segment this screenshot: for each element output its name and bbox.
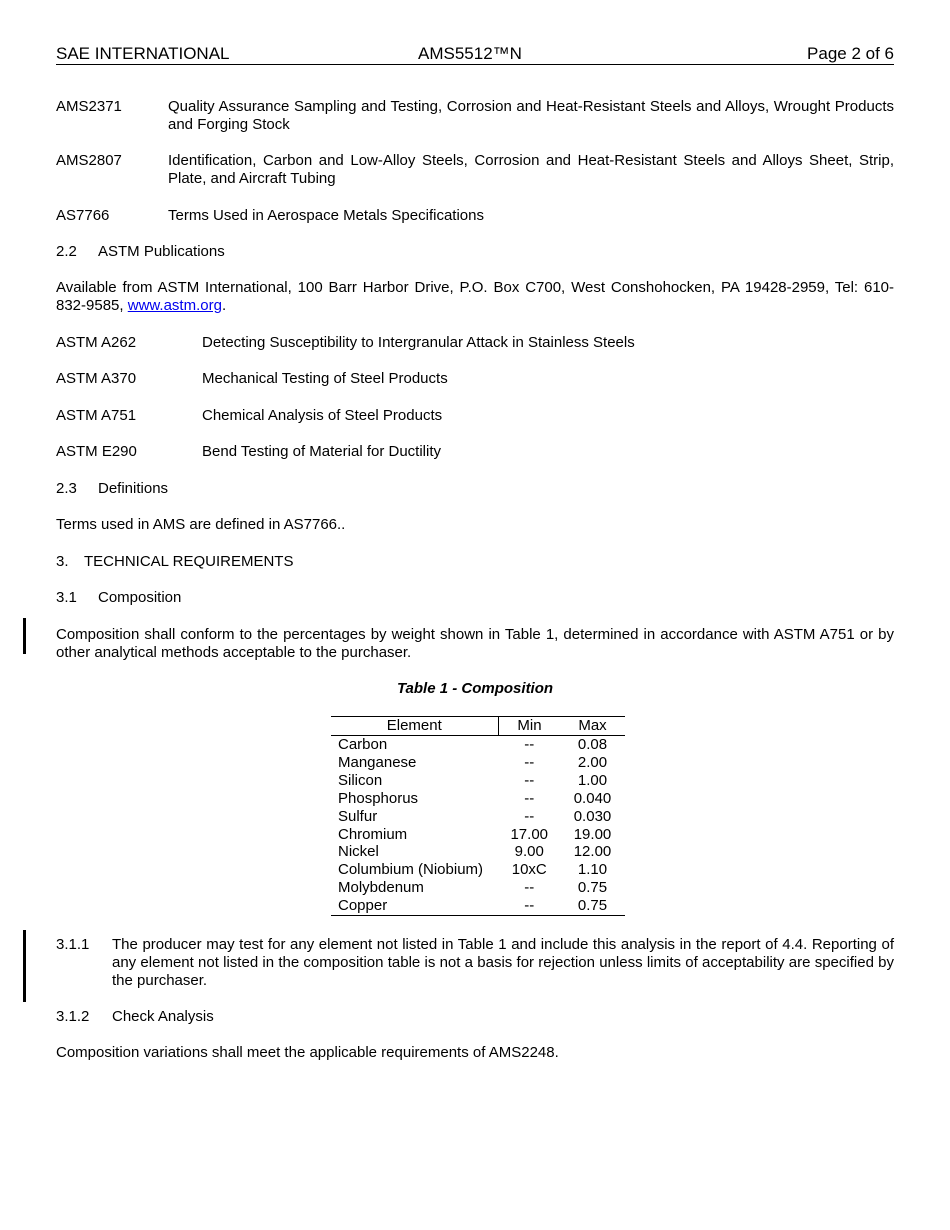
section-number: 2.2 [56, 243, 77, 260]
reference-astm-e290 [56, 443, 894, 461]
availability-text: Available from ASTM International, 100 Barr Harbor Drive, P.O. Box C700, West Conshohocken, PA 19428-2959, Tel: 610-832-9585, [56, 279, 894, 314]
element-cell: Columbium (Niobium) [338, 861, 484, 879]
max-cell: 0.030 [573, 807, 612, 825]
link-suffix: . [221, 297, 227, 314]
section-number: 3. [56, 553, 69, 570]
max-cell: 0.08 [577, 736, 608, 753]
reference-title: Quality Assurance Sampling and Testing, Corrosion and Heat-Resistant Steels and Alloys, Wrought Products and Forging Stock [168, 98, 894, 133]
section-text: The producer may test for any element not listed in Table 1 and include this analysis in the report of 4.4. Reporting of any element not listed in the composition table is not a basis for rejection unless limits of acceptability are specified by the purchaser. [112, 936, 894, 989]
element-cell: Molybdenum [338, 879, 424, 897]
section-3-heading [56, 553, 894, 571]
section-number: 3.1.2 [56, 1008, 90, 1025]
composition-table [331, 716, 625, 916]
max-cell: 2.00 [577, 753, 608, 771]
section-heading: TECHNICAL REQUIREMENTS [84, 553, 294, 570]
section-2-3-heading [56, 480, 894, 498]
reference-title: Detecting Susceptibility to Intergranular Attack in Stainless Steels [202, 334, 635, 351]
max-cell: 12.00 [573, 843, 612, 861]
max-cell: 0.040 [573, 789, 612, 807]
section-3-1-heading [56, 589, 894, 607]
definitions-paragraph: Terms used in AMS are defined in AS7766.. [56, 516, 346, 533]
astm-availability-paragraph [56, 279, 894, 315]
element-cell: Chromium [338, 825, 408, 843]
change-bar [23, 618, 26, 654]
reference-code: AS7766 [56, 207, 110, 224]
element-cell: Manganese [338, 753, 417, 771]
section-3-1-1 [56, 936, 894, 990]
reference-astm-a262 [56, 334, 894, 352]
header-page-number: Page 2 of 6 [807, 44, 894, 63]
check-analysis-paragraph: Composition variations shall meet the applicable requirements of AMS2248. [56, 1044, 559, 1061]
max-cell: 1.10 [577, 861, 608, 879]
reference-title: Chemical Analysis of Steel Products [202, 407, 443, 424]
column-header-max: Max [561, 717, 625, 736]
table-row [331, 879, 625, 897]
table-row [331, 790, 625, 808]
section-number: 3.1 [56, 589, 77, 606]
min-cell: 17.00 [510, 825, 549, 843]
max-cell: 1.00 [577, 771, 608, 789]
composition-paragraph: Composition shall conform to the percentages by weight shown in Table 1, determined in accordance with ASTM A751 or by other analytical methods acceptable to the purchaser. [56, 626, 894, 661]
header-doc-id: AMS5512™N [418, 44, 522, 63]
max-cell: 19.00 [573, 825, 612, 843]
reference-title: Terms Used in Aerospace Metals Specifications [168, 207, 484, 224]
section-heading: ASTM Publications [98, 243, 225, 260]
table-row [331, 754, 625, 772]
section-2-2-heading [56, 243, 894, 261]
min-cell: -- [524, 736, 535, 753]
element-cell: Phosphorus [338, 789, 419, 807]
min-cell: -- [524, 753, 535, 771]
reference-code: AMS2807 [56, 152, 122, 169]
section-heading: Check Analysis [112, 1008, 214, 1025]
reference-code: ASTM A751 [56, 407, 137, 424]
max-cell: 0.75 [577, 879, 608, 897]
min-cell: -- [524, 789, 535, 807]
reference-astm-a751 [56, 407, 894, 425]
element-cell: Carbon [338, 736, 388, 753]
change-bar [23, 930, 26, 1002]
reference-code: ASTM E290 [56, 443, 137, 460]
section-3-1-2-heading [56, 1008, 894, 1026]
astm-website-link[interactable]: www.astm.org [127, 297, 222, 314]
section-number: 2.3 [56, 480, 77, 497]
reference-title: Bend Testing of Material for Ductility [202, 443, 441, 460]
column-header-min: Min [498, 717, 561, 736]
reference-astm-a370 [56, 370, 894, 388]
page-header [56, 44, 894, 65]
section-heading: Definitions [98, 480, 169, 497]
table-row [331, 861, 625, 879]
max-cell: 0.75 [561, 897, 625, 915]
table-row [331, 808, 625, 826]
reference-title: Identification, Carbon and Low-Alloy Steels, Corrosion and Heat-Resistant Steels and Alloys Sheet, Strip, Plate, and Aircraft Tubing [168, 152, 894, 187]
section-number: 3.1.1 [56, 936, 90, 953]
column-header-element: Element [331, 717, 498, 736]
reference-ams2807 [56, 152, 894, 188]
table-row [331, 772, 625, 790]
element-cell: Sulfur [338, 807, 378, 825]
min-cell: -- [524, 771, 535, 789]
table-row [331, 736, 625, 754]
min-cell: -- [524, 879, 535, 897]
reference-code: AMS2371 [56, 98, 122, 115]
element-cell: Copper [331, 897, 498, 915]
reference-title: Mechanical Testing of Steel Products [202, 370, 448, 387]
element-cell: Silicon [338, 771, 383, 789]
reference-ams2371 [56, 98, 894, 134]
header-org: SAE INTERNATIONAL [56, 44, 230, 63]
min-cell: -- [524, 807, 535, 825]
element-cell: Nickel [338, 843, 379, 861]
reference-code: ASTM A370 [56, 370, 137, 387]
section-heading: Composition [98, 589, 182, 606]
table-row [331, 826, 625, 844]
min-cell: -- [498, 897, 561, 915]
table-row [331, 897, 625, 915]
reference-as7766 [56, 207, 894, 225]
reference-code: ASTM A262 [56, 334, 137, 351]
min-cell: 10xC [511, 861, 547, 879]
table-caption: Table 1 - Composition [396, 680, 554, 697]
table-header-row [331, 717, 625, 736]
table-row [331, 843, 625, 861]
min-cell: 9.00 [514, 843, 544, 861]
